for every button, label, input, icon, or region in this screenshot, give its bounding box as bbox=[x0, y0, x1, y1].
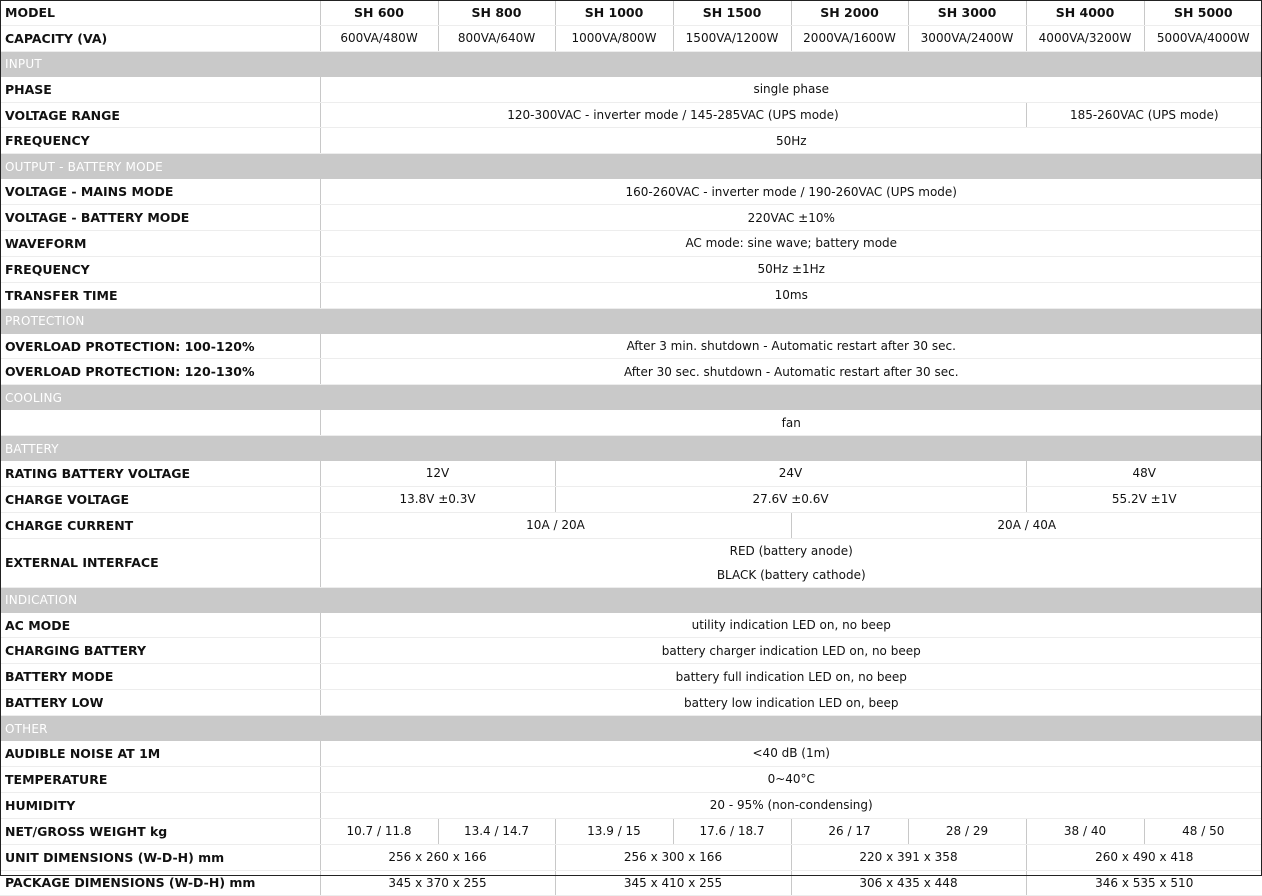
section-title: OTHER bbox=[0, 716, 1262, 741]
rating-voltage-value: 24V bbox=[555, 461, 1026, 486]
transfer-time-value: 10ms bbox=[320, 282, 1262, 308]
capacity-value: 4000VA/3200W bbox=[1026, 25, 1144, 51]
package-dimensions-row bbox=[0, 870, 1262, 896]
capacity-label: CAPACITY (VA) bbox=[0, 25, 320, 51]
capacity-value: 1000VA/800W bbox=[555, 25, 673, 51]
battery-mode-row bbox=[0, 664, 1262, 690]
section-title: INPUT bbox=[0, 51, 1262, 76]
rating-voltage-value: 48V bbox=[1026, 461, 1262, 486]
external-interface-row bbox=[0, 538, 1262, 587]
capacity-value: 2000VA/1600W bbox=[791, 25, 908, 51]
voltage-range-label: VOLTAGE RANGE bbox=[0, 102, 320, 128]
charge-voltage-label: CHARGE VOLTAGE bbox=[0, 486, 320, 512]
charging-battery-label: CHARGING BATTERY bbox=[0, 638, 320, 664]
ac-mode-label: AC MODE bbox=[0, 613, 320, 638]
rating-voltage-label: RATING BATTERY VOLTAGE bbox=[0, 461, 320, 486]
phase-label: PHASE bbox=[0, 77, 320, 102]
model-row bbox=[0, 0, 1262, 25]
unit-dimensions-value: 256 x 260 x 166 bbox=[320, 844, 555, 870]
charge-voltage-value: 55.2V ±1V bbox=[1026, 486, 1262, 512]
section-input bbox=[0, 51, 1262, 76]
battery-low-label: BATTERY LOW bbox=[0, 690, 320, 716]
mains-voltage-row bbox=[0, 179, 1262, 204]
input-frequency-row bbox=[0, 128, 1262, 154]
input-frequency-label: FREQUENCY bbox=[0, 128, 320, 154]
rating-voltage-value: 12V bbox=[320, 461, 555, 486]
ac-mode-value: utility indication LED on, no beep bbox=[320, 613, 1262, 638]
section-output bbox=[0, 154, 1262, 179]
charge-current-label: CHARGE CURRENT bbox=[0, 512, 320, 538]
section-battery bbox=[0, 436, 1262, 461]
capacity-value: 800VA/640W bbox=[438, 25, 555, 51]
capacity-row bbox=[0, 25, 1262, 51]
battery-low-value: battery low indication LED on, beep bbox=[320, 690, 1262, 716]
overload-value: After 30 sec. shutdown - Automatic restart after 30 sec. bbox=[320, 359, 1262, 385]
phase-value: single phase bbox=[320, 77, 1262, 102]
waveform-value: AC mode: sine wave; battery mode bbox=[320, 231, 1262, 257]
model-sh1000: SH 1000 bbox=[555, 0, 673, 25]
model-sh1500: SH 1500 bbox=[673, 0, 791, 25]
weight-value: 13.4 / 14.7 bbox=[438, 818, 555, 844]
model-label: MODEL bbox=[0, 0, 320, 25]
anode-text: RED (battery anode) bbox=[321, 539, 1262, 563]
voltage-range-value: 120-300VAC - inverter mode / 145-285VAC (UPS mode) bbox=[320, 102, 1026, 128]
cooling-label bbox=[0, 410, 320, 435]
noise-value: <40 dB (1m) bbox=[320, 741, 1262, 766]
cooling-row bbox=[0, 410, 1262, 435]
capacity-value: 600VA/480W bbox=[320, 25, 438, 51]
model-sh5000: SH 5000 bbox=[1144, 0, 1262, 25]
overload-row bbox=[0, 334, 1262, 359]
charge-voltage-row bbox=[0, 486, 1262, 512]
charge-voltage-value: 13.8V ±0.3V bbox=[320, 486, 555, 512]
voltage-range-value: 185-260VAC (UPS mode) bbox=[1026, 102, 1262, 128]
charge-voltage-value: 27.6V ±0.6V bbox=[555, 486, 1026, 512]
external-interface-label: EXTERNAL INTERFACE bbox=[0, 538, 320, 587]
weight-value: 38 / 40 bbox=[1026, 818, 1144, 844]
battery-mode-value: battery full indication LED on, no beep bbox=[320, 664, 1262, 690]
overload-value: After 3 min. shutdown - Automatic restart after 30 sec. bbox=[320, 334, 1262, 359]
battery-voltage-row bbox=[0, 205, 1262, 231]
cooling-value: fan bbox=[320, 410, 1262, 435]
weight-value: 17.6 / 18.7 bbox=[673, 818, 791, 844]
package-dimensions-value: 306 x 435 x 448 bbox=[791, 870, 1026, 896]
transfer-time-label: TRANSFER TIME bbox=[0, 282, 320, 308]
waveform-row bbox=[0, 231, 1262, 257]
section-title: OUTPUT - BATTERY MODE bbox=[0, 154, 1262, 179]
noise-label: AUDIBLE NOISE AT 1M bbox=[0, 741, 320, 766]
model-sh800: SH 800 bbox=[438, 0, 555, 25]
external-interface-value bbox=[320, 538, 1262, 587]
charging-battery-row bbox=[0, 638, 1262, 664]
weight-value: 10.7 / 11.8 bbox=[320, 818, 438, 844]
package-dimensions-label: PACKAGE DIMENSIONS (W-D-H) mm bbox=[0, 870, 320, 896]
rating-voltage-row bbox=[0, 461, 1262, 486]
unit-dimensions-value: 220 x 391 x 358 bbox=[791, 844, 1026, 870]
weight-value: 26 / 17 bbox=[791, 818, 908, 844]
temperature-value: 0~40°C bbox=[320, 766, 1262, 792]
humidity-label: HUMIDITY bbox=[0, 792, 320, 818]
cathode-text: BLACK (battery cathode) bbox=[321, 563, 1262, 587]
overload-row bbox=[0, 359, 1262, 385]
model-sh3000: SH 3000 bbox=[908, 0, 1026, 25]
weight-row bbox=[0, 818, 1262, 844]
package-dimensions-value: 346 x 535 x 510 bbox=[1026, 870, 1262, 896]
overload-label: OVERLOAD PROTECTION: 100-120% bbox=[0, 334, 320, 359]
section-title: INDICATION bbox=[0, 587, 1262, 612]
charge-current-row bbox=[0, 512, 1262, 538]
model-sh600: SH 600 bbox=[320, 0, 438, 25]
model-sh2000: SH 2000 bbox=[791, 0, 908, 25]
phase-row bbox=[0, 77, 1262, 102]
charge-current-value: 10A / 20A bbox=[320, 512, 791, 538]
model-sh4000: SH 4000 bbox=[1026, 0, 1144, 25]
weight-label: NET/GROSS WEIGHT kg bbox=[0, 818, 320, 844]
battery-voltage-value: 220VAC ±10% bbox=[320, 205, 1262, 231]
output-frequency-value: 50Hz ±1Hz bbox=[320, 256, 1262, 282]
ac-mode-row bbox=[0, 613, 1262, 638]
noise-row bbox=[0, 741, 1262, 766]
section-indication bbox=[0, 587, 1262, 612]
mains-voltage-label: VOLTAGE - MAINS MODE bbox=[0, 179, 320, 204]
battery-mode-label: BATTERY MODE bbox=[0, 664, 320, 690]
battery-low-row bbox=[0, 690, 1262, 716]
unit-dimensions-value: 260 x 490 x 418 bbox=[1026, 844, 1262, 870]
mains-voltage-value: 160-260VAC - inverter mode / 190-260VAC (UPS mode) bbox=[320, 179, 1262, 204]
waveform-label: WAVEFORM bbox=[0, 231, 320, 257]
input-frequency-value: 50Hz bbox=[320, 128, 1262, 154]
charge-current-value: 20A / 40A bbox=[791, 512, 1262, 538]
section-title: PROTECTION bbox=[0, 308, 1262, 333]
package-dimensions-value: 345 x 370 x 255 bbox=[320, 870, 555, 896]
section-protection bbox=[0, 308, 1262, 333]
capacity-value: 3000VA/2400W bbox=[908, 25, 1026, 51]
capacity-value: 1500VA/1200W bbox=[673, 25, 791, 51]
charging-battery-value: battery charger indication LED on, no beep bbox=[320, 638, 1262, 664]
humidity-value: 20 - 95% (non-condensing) bbox=[320, 792, 1262, 818]
temperature-row bbox=[0, 766, 1262, 792]
capacity-value: 5000VA/4000W bbox=[1144, 25, 1262, 51]
unit-dimensions-label: UNIT DIMENSIONS (W-D-H) mm bbox=[0, 844, 320, 870]
battery-voltage-label: VOLTAGE - BATTERY MODE bbox=[0, 205, 320, 231]
transfer-time-row bbox=[0, 282, 1262, 308]
weight-value: 28 / 29 bbox=[908, 818, 1026, 844]
overload-label: OVERLOAD PROTECTION: 120-130% bbox=[0, 359, 320, 385]
weight-value: 48 / 50 bbox=[1144, 818, 1262, 844]
output-frequency-label: FREQUENCY bbox=[0, 256, 320, 282]
section-cooling bbox=[0, 385, 1262, 410]
unit-dimensions-value: 256 x 300 x 166 bbox=[555, 844, 791, 870]
package-dimensions-value: 345 x 410 x 255 bbox=[555, 870, 791, 896]
humidity-row bbox=[0, 792, 1262, 818]
voltage-range-row bbox=[0, 102, 1262, 128]
output-frequency-row bbox=[0, 256, 1262, 282]
section-title: COOLING bbox=[0, 385, 1262, 410]
weight-value: 13.9 / 15 bbox=[555, 818, 673, 844]
temperature-label: TEMPERATURE bbox=[0, 766, 320, 792]
section-title: BATTERY bbox=[0, 436, 1262, 461]
section-other bbox=[0, 716, 1262, 741]
unit-dimensions-row bbox=[0, 844, 1262, 870]
